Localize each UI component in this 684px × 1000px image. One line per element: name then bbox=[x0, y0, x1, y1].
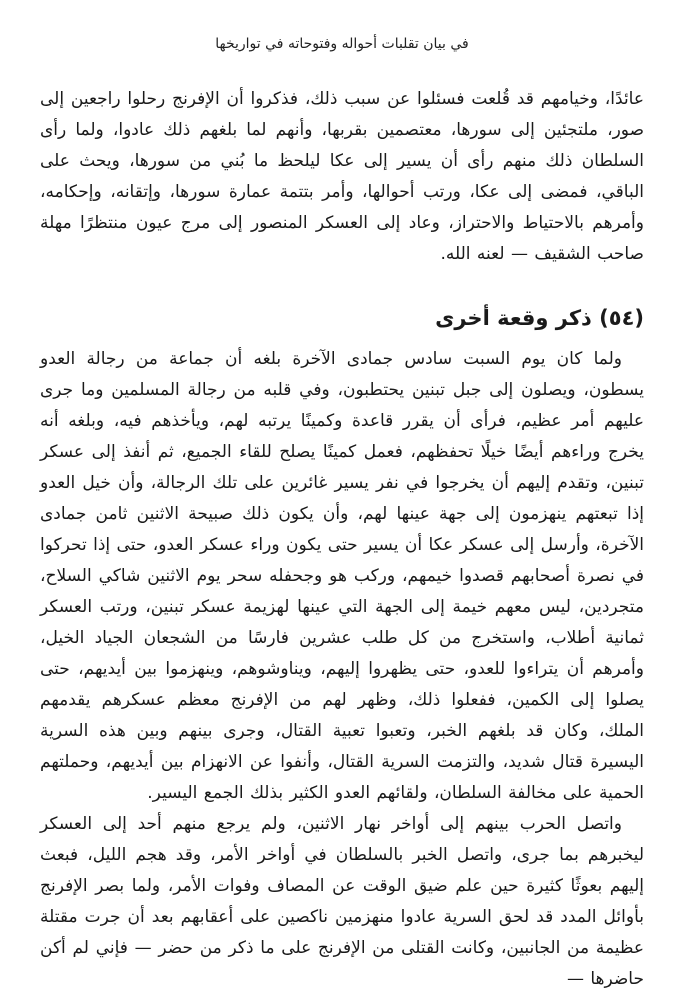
section-heading: (٥٤) ذكر وقعة أخرى bbox=[435, 306, 644, 330]
body-paragraph-1: ولما كان يوم السبت سادس جمادى الآخرة بلغه أن جماعة من رجالة العدو يسطون، ويصلون إلى جبل تبنين يحتطبون، وفي قلبه من رجالة المسلمين وما جرى عليهم أمر عظيم، فرأى أن يقرر قاعدة وكمينًا يرتبه لهم، ويأخذهم فيه، وبلغه أنه يخرج وراءهم أيضًا خيلًا تحفظهم، فعمل كمينًا يصلح للقاء الجميع، ثم أنفذ إلى عسكر تبنين، وتقدم إليهم أن يخرجوا في نفر يسير غائرين على تلك الرجالة، وأن خيل العدو إذا تبعتهم ينهزمون إلى جهة عينها لهم، وأن يكون ذلك صبيحة الاثنين ثامن جمادى الآخرة، وأرسل إلى عسكر عكا أن يسير حتى يكون وراء عسكر العدو، حتى إذا تحركوا في نصرة أصحابهم قصدوا خيمهم، وركب هو وجحفله سحر يوم الاثنين شاكي السلاح، متجردين، ليس معهم خيمة إلى الجهة التي عينها لهزيمة عسكر تبنين، ورتب العسكر ثمانية أطلاب، واستخرج من كل طلب عشرين فارسًا من الشجعان الجياد الخيل، وأمرهم أن يتراءوا للعدو، حتى يظهروا إليهم، ويناوشوهم، وينهزموا بين أيديهم، حتى يصلوا إلى الكمين، ففعلوا ذلك، وظهر لهم من الإفرنج معظم عسكرهم يقدمهم الملك، وكان قد بلغهم الخبر، وتعبوا تعبية القتال، وجرى بينهم وبين هذه السرية اليسيرة قتال شديد، والتزمت السرية القتال، وأنفوا عن الانهزام بين أيديهم، وحملتهم الحمية على مخالفة السلطان، ولقائهم العدو الكثير بذلك الجمع اليسير. bbox=[40, 349, 644, 803]
top-text-block bbox=[40, 84, 644, 270]
running-header: في بيان تقلبات أحواله وفتوحاته في تواريخها bbox=[215, 36, 469, 52]
section-body bbox=[40, 344, 644, 995]
top-paragraph: عائدًا، وخيامهم قد قُلعت فسئلوا عن سبب ذلك، فذكروا أن الإفرنج رحلوا راجعين إلى صور، ملتجئين إلى سورها، معتصمين بقربها، وأنهم لما بلغهم ذلك عادوا، ولما رأى السلطان ذلك منهم رأى أن يسير إلى عكا ليلحظ ما بُني من سورها، ويحث على الباقي، فمضى إلى عكا، ورتب أحوالها، وأمر بتتمة عمارة سورها، وإتقانه، وإحكامه، وأمرهم بالاحتياط والاحتراز، وعاد إلى العسكر المنصور إلى مرج عيون منتظرًا مهلة صاحب الشقيف — لعنه الله. bbox=[40, 89, 644, 264]
body-paragraph-2: واتصل الحرب بينهم إلى أواخر نهار الاثنين، ولم يرجع منهم أحد إلى العسكر ليخبرهم بما جرى، واتصل الخبر بالسلطان في أواخر الأمر، وقد هجم الليل، فبعث إليهم بعوثًا كثيرة حين علم ضيق الوقت عن المصاف وفوات الأمر، ولما بصر الإفرنج بأوائل المدد قد لحق السرية عادوا منهزمين ناكصين على أعقابهم بعد أن جرت مقتلة عظيمة من الجانبين، وكانت القتلى من الإفرنج على ما ذكر من حضر — فإني لم أكن حاضرها — bbox=[40, 814, 644, 989]
